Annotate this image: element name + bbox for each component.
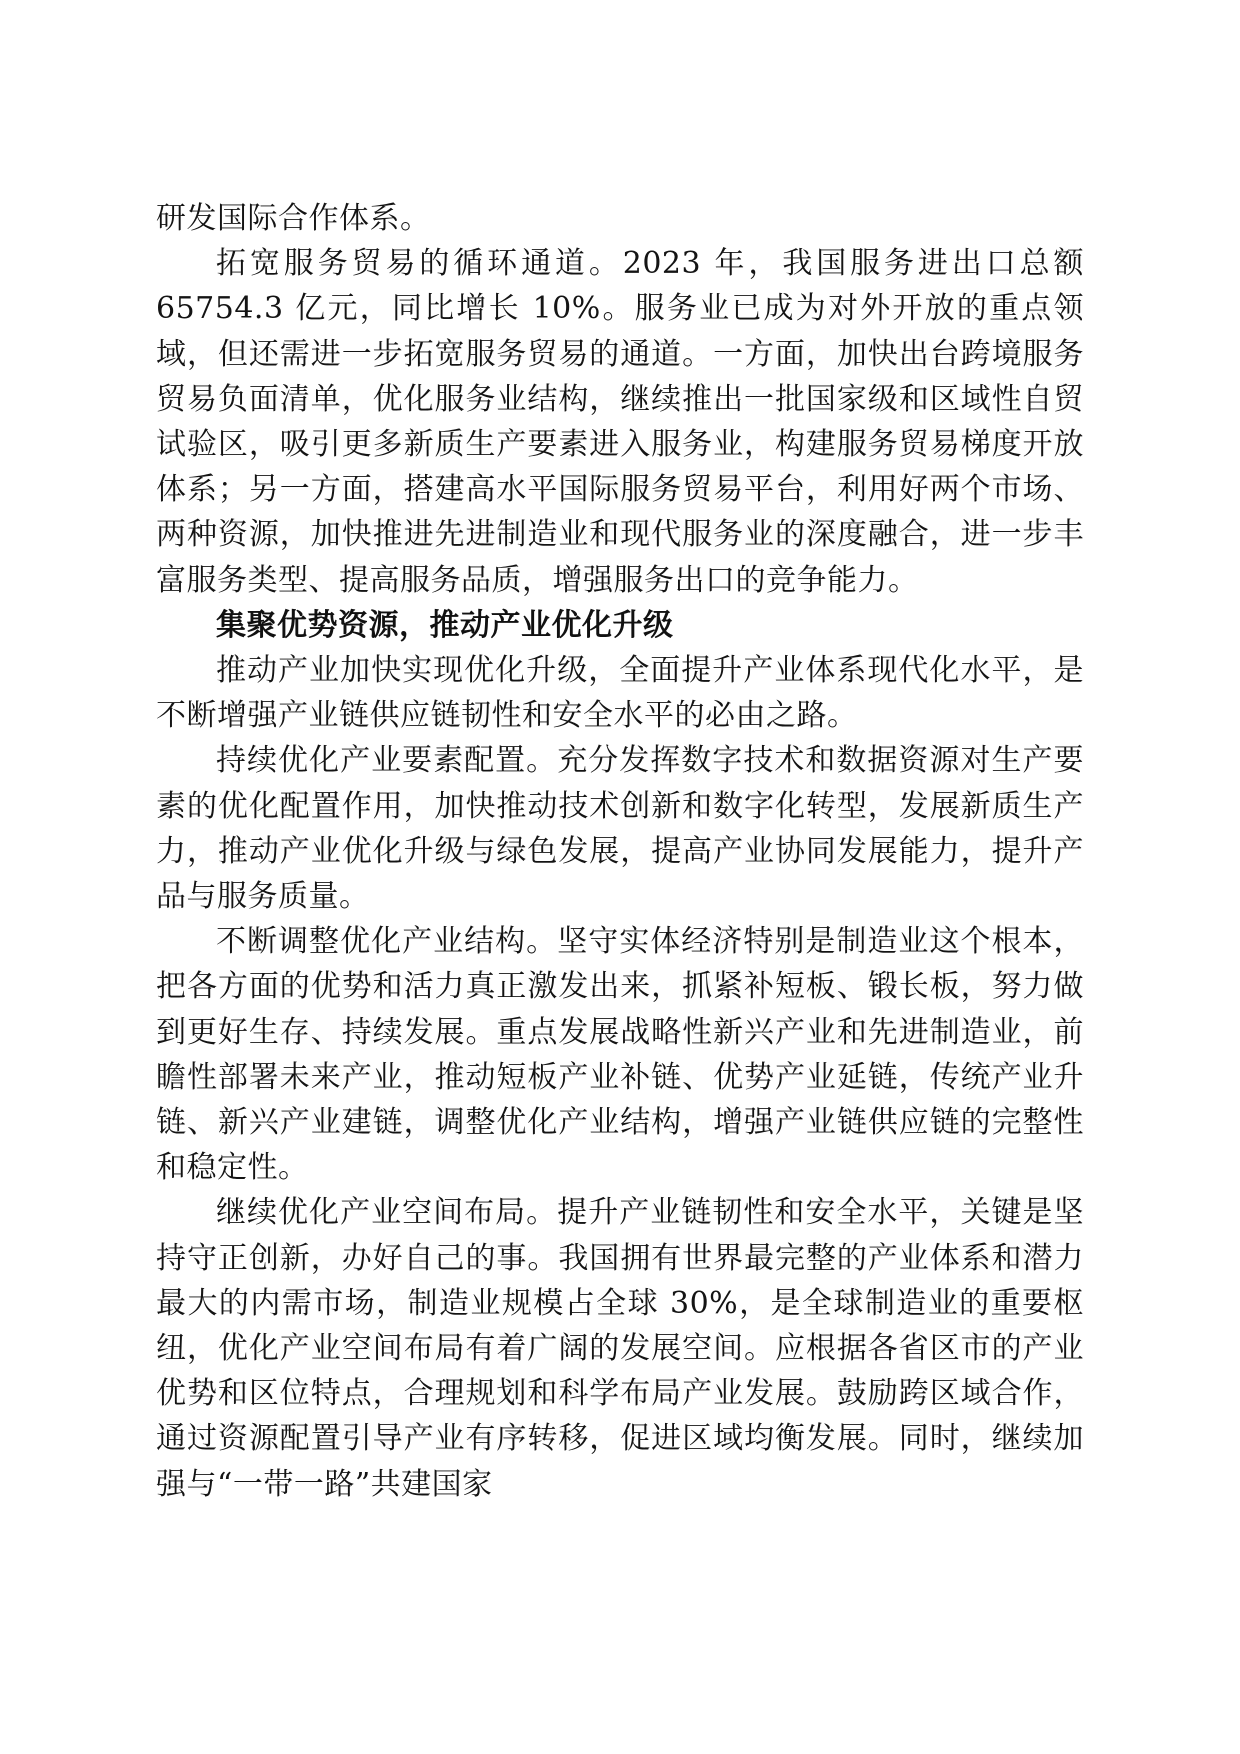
paragraph-factor-allocation: 持续优化产业要素配置。充分发挥数字技术和数据资源对生产要素的优化配置作用，加快推动技术创新和数字化转型，发展新质生产力，推动产业优化升级与绿色发展，提高产业协同发展能力，提升产品与服务质量。 <box>156 743 1084 915</box>
document-body <box>156 196 1084 1507</box>
paragraph-industry-structure: 不断调整优化产业结构。坚守实体经济特别是制造业这个根本，把各方面的优势和活力真正激发出来，抓紧补短板、锻长板，努力做到更好生存、持续发展。重点发展战略性新兴产业和先进制造业，前瞻性部署未来产业，推动短板产业补链、优势产业延链，传统产业升链、新兴产业建链，调整优化产业结构，增强产业链供应链的完整性和稳定性。 <box>156 924 1084 1186</box>
paragraph-intro: 推动产业加快实现优化升级，全面提升产业体系现代化水平，是不断增强产业链供应链韧性和安全水平的必由之路。 <box>156 653 1084 734</box>
paragraph-spatial-layout: 继续优化产业空间布局。提升产业链韧性和安全水平，关键是坚持守正创新，办好自己的事。我国拥有世界最完整的产业体系和潜力最大的内需市场，制造业规模占全球 30%，是全球制造业的重要枢纽，优化产业空间布局有着广阔的发展空间。应根据各省区市的产业优势和区位特点，合理规划和科学布局产业发展。鼓励跨区域合作，通过资源配置引导产业有序转移，促进区域均衡发展。同时，继续加强与“一带一路”共建国家 <box>156 1195 1084 1502</box>
paragraph-continuation: 研发国际合作体系。 <box>156 201 431 236</box>
section-heading: 集聚优势资源，推动产业优化升级 <box>216 607 674 643</box>
paragraph-service-trade: 拓宽服务贸易的循环通道。2023 年，我国服务进出口总额 65754.3 亿元，同比增长 10%。服务业已成为对外开放的重点领域，但还需进一步拓宽服务贸易的通道。一方面，加快出台跨境服务贸易负面清单，优化服务业结构，继续推出一批国家级和区域性自贸试验区，吸引更多新质生产要素进入服务业，构建服务贸易梯度开放体系；另一方面，搭建高水平国际服务贸易平台，利用好两个市场、两种资源，加快推进先进制造业和现代服务业的深度融合，进一步丰富服务类型、提高服务品质，增强服务出口的竞争能力。 <box>156 246 1084 598</box>
